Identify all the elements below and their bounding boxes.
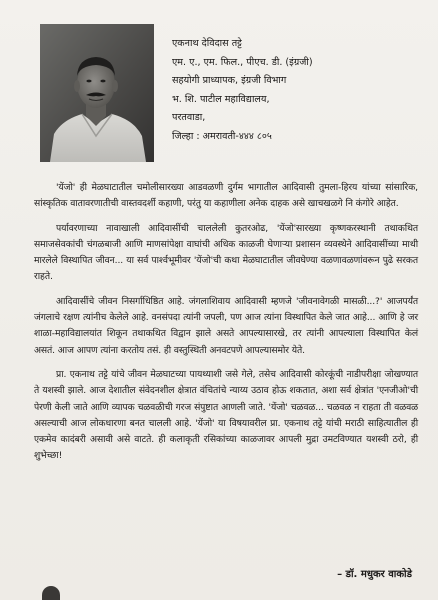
author-college: भ. शि. पाटील महाविद्यालय, (172, 93, 270, 105)
author-photo (40, 24, 154, 162)
blurb-paragraph (34, 367, 418, 465)
author-place: परतवाडा, (172, 112, 206, 124)
blurb-paragraph (34, 180, 418, 213)
author-position: सहयोगी प्राध्यापक, इंग्रजी विभाग (172, 75, 287, 87)
paragraph-text: आदिवासींचे जीवन निसर्गाधिष्ठित आहे. जंगलाशिवाय आदिवासी म्हणजे 'जीवनावेगळी मासळी...?' आजपर्यंत जंगलाचे रक्षण त्यांनीच केलेले आहे. वनसंपदा त्यांनी जपली, पण आज त्यांना विस्थापित केले जात आहे... आणि हे जर शाळा-महाविद्यालयांत शिकून तथाकथित विद्वान झाले असते आपल्यासारखे, तर त्यांनी आपल्याला विस्थापित केलं असतं. आज आपण त्यांना करतोय तसं. ही वस्तुस्थिती अनवटपणे आपल्यासमोर येते. (34, 295, 418, 356)
blurb-paragraph (34, 294, 418, 359)
author-portrait-image (40, 24, 154, 162)
author-info (172, 35, 422, 147)
author-district: जिल्हा : अमरावती-४४४ ८०५ (172, 130, 272, 142)
blurb-paragraph (34, 221, 418, 286)
author-degrees: एम. ए., एम. फिल., पीएच. डी. (इंग्रजी) (172, 56, 313, 68)
signature: – डॉ. मधुकर वाकोडे (337, 569, 412, 580)
paragraph-text: 'येंजो' ही मेळघाटातील चमोलीसारख्या आडवळणी दुर्गम भागातील आदिवासी तुमला-हिरय यांच्या सांसारिक, सांस्कृतिक वातावरणातीची वास्तवदर्शी कहाणी, परंतु या कहाणीला अनेक दाहक असे खाचखळगे नि कंगोरे आहेत. (34, 182, 418, 210)
paragraph-text: पर्यावरणाच्या नावाखाली आदिवासींची चाललेली कुतरओढ, 'येंजो'सारख्या कृष्णकरस्थानी तथाकथित समाजसेवकांची चंगळबाजी आणि माणसांपेक्षा वाघांची अधिक काळजी घेणाऱ्या प्रशासन व्यवस्थेने आदिवासींच्या माथी मारलेले विस्थापित जीवन... या सर्व पार्श्वभूमीवर 'येंजो'ची कथा मेळघाटातील जीवघेण्या वळणावळणांवरून पुढे सरकत राहते. (34, 222, 419, 283)
blurb-text (34, 180, 418, 473)
paragraph-text: प्रा. एकनाथ तट्टे यांचे जीवन मेळघाटच्या पायथ्याशी जसे गेले, तसेच आदिवासी कोरकूंची नाडीपरीक्षा जोखण्यात ते यशस्वी झाले. आज देशातील संवेदनशील क्षेत्रात वंचितांचे न्याय्य उठाव होऊ शकतात, अशा सर्व क्षेत्रांत 'एनजीओ'ची पेरणी केली जाते आणि व्यापक चळवळीची गरज संपुष्टात आणली जाते. 'येंजो' चळवळ... चळवळ न राहता ती वळवळ असल्याची आज लोकधारणा बनत चालली आहे. 'येंजो' या विषयावरील प्रा. एकनाथ तट्टे यांची मराठी साहित्यातील ही एकमेव कादंबरी असावी असे वाटते. ही कलाकृती रसिकांच्या काळजावर आपली मुद्रा उमटविण्यात यशस्वी ठरो, ही शुभेच्छा! (34, 368, 418, 462)
author-name: एकनाथ देविदास तट्टे (172, 38, 242, 49)
publisher-logo-icon (42, 586, 60, 600)
